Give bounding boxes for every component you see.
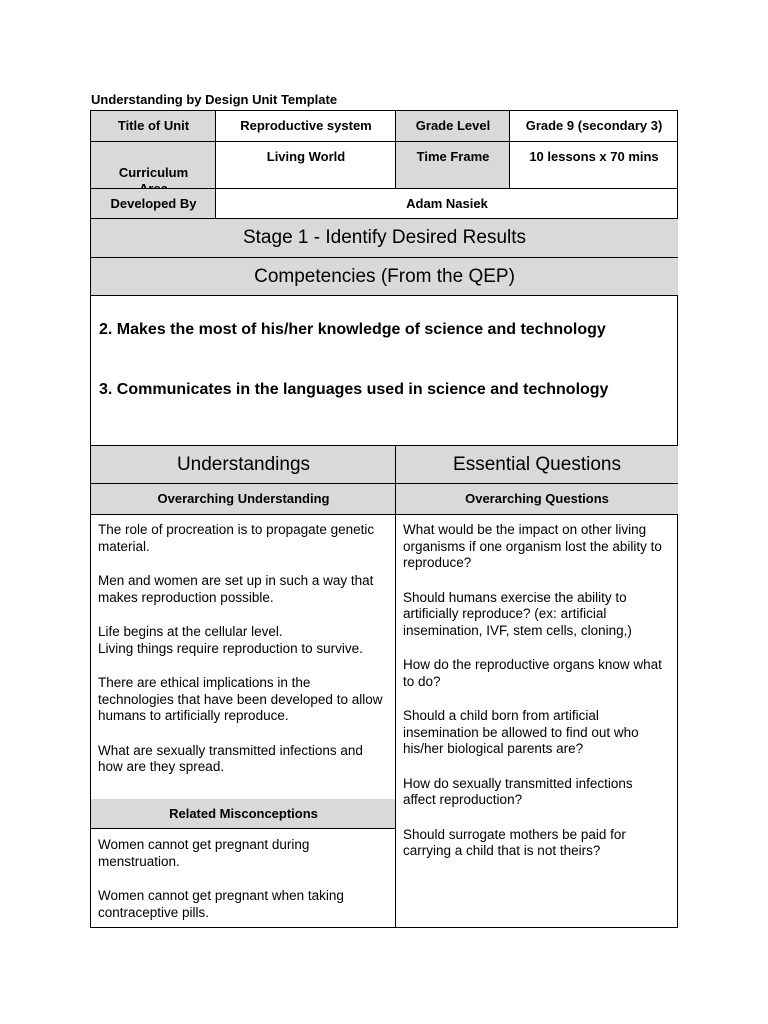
row-divider — [91, 514, 678, 515]
row-divider — [91, 141, 678, 142]
competencies-heading: Competencies (From the QEP) — [254, 266, 515, 287]
developed-by-value: Adam Nasiek — [406, 196, 488, 211]
grade-level-label-cell — [396, 111, 510, 142]
time-frame-label: Time Frame — [416, 149, 490, 164]
essential-question-item: What would be the impact on other living organisms if one organism lost the ability to reproduce? — [403, 522, 662, 570]
curriculum-area-label-cell — [91, 142, 216, 189]
essential-question-item: Should a child born from artificial insemination be allowed to find out who his/her biological parents are? — [403, 708, 639, 756]
row-divider — [91, 445, 678, 446]
developed-by-value-cell — [216, 189, 678, 219]
curriculum-area-value: Living World — [266, 149, 346, 164]
row-divider — [91, 188, 678, 189]
overarching-understanding-heading-cell — [91, 484, 396, 515]
title-of-unit-value-cell — [216, 111, 396, 142]
essential-questions-heading: Essential Questions — [453, 454, 621, 475]
document-title: Understanding by Design Unit Template — [91, 92, 338, 107]
time-frame-value: 10 lessons x 70 mins — [529, 149, 659, 164]
understanding-item: The role of procreation is to propagate genetic material. — [98, 522, 375, 554]
title-of-unit-label-cell — [91, 111, 216, 142]
misconception-item: Women cannot get pregnant when taking contraceptive pills. — [98, 888, 344, 920]
row-divider — [91, 295, 678, 296]
grade-level-value-cell — [510, 111, 678, 142]
column-divider — [395, 111, 396, 189]
understandings-list — [91, 515, 396, 799]
title-of-unit-value: Reproductive system — [240, 118, 372, 133]
column-divider — [395, 446, 396, 927]
understanding-item: Men and women are set up in such a way that makes reproduction possible. — [98, 573, 374, 605]
curriculum-area-value-cell — [216, 142, 396, 189]
overarching-questions-heading-cell — [396, 484, 678, 515]
grade-level-label: Grade Level — [415, 118, 491, 133]
understanding-item: Life begins at the cellular level. Living things require reproduction to survive. — [98, 624, 363, 656]
overarching-questions-heading: Overarching Questions — [465, 491, 609, 506]
developed-by-label: Developed By — [110, 196, 197, 211]
misconception-item: Women cannot get pregnant during menstruation. — [98, 837, 310, 869]
row-divider — [91, 483, 678, 484]
misconceptions-heading: Related Misconceptions — [169, 806, 318, 821]
competencies-list — [91, 296, 678, 446]
essential-question-item: How do the reproductive organs know what to do? — [403, 657, 662, 689]
developed-by-label-cell — [91, 189, 216, 219]
row-divider — [91, 828, 396, 829]
misconceptions-heading-cell — [91, 799, 396, 829]
competency-item: 3. Communicates in the languages used in science and technology — [99, 381, 609, 398]
understanding-item: There are ethical implications in the technologies that have been developed to allow humans to artificially reproduce. — [98, 675, 383, 723]
essential-questions-heading-cell — [396, 446, 678, 484]
overarching-understanding-heading: Overarching Understanding — [157, 491, 330, 506]
row-divider — [91, 257, 678, 258]
understandings-heading: Understandings — [176, 454, 311, 475]
understanding-item: What are sexually transmitted infections and how are they spread. — [98, 742, 363, 774]
time-frame-label-cell — [396, 142, 510, 189]
grade-level-value: Grade 9 (secondary 3) — [525, 118, 663, 133]
essential-question-item: Should surrogate mothers be paid for carrying a child that is not theirs? — [403, 826, 626, 858]
essential-questions-list — [396, 515, 678, 927]
column-divider — [509, 111, 510, 189]
competency-item: 2. Makes the most of his/her knowledge of science and technology — [99, 321, 606, 338]
row-divider — [91, 218, 678, 219]
essential-question-item: Should humans exercise the ability to artificially reproduce? (ex: artificial insemination, IVF, stem cells, cloning,) — [403, 589, 632, 638]
misconceptions-list — [91, 829, 396, 927]
column-divider — [215, 111, 216, 219]
competencies-heading-cell — [91, 258, 678, 296]
stage1-heading-cell — [91, 219, 678, 258]
curriculum-area-label: Curriculum — [118, 165, 189, 180]
understandings-heading-cell — [91, 446, 396, 484]
time-frame-value-cell — [510, 142, 678, 189]
stage1-heading: Stage 1 - Identify Desired Results — [242, 227, 527, 248]
essential-question-item: How do sexually transmitted infections affect reproduction? — [403, 775, 633, 807]
unit-template-table — [90, 110, 678, 928]
title-of-unit-label: Title of Unit — [117, 118, 190, 133]
